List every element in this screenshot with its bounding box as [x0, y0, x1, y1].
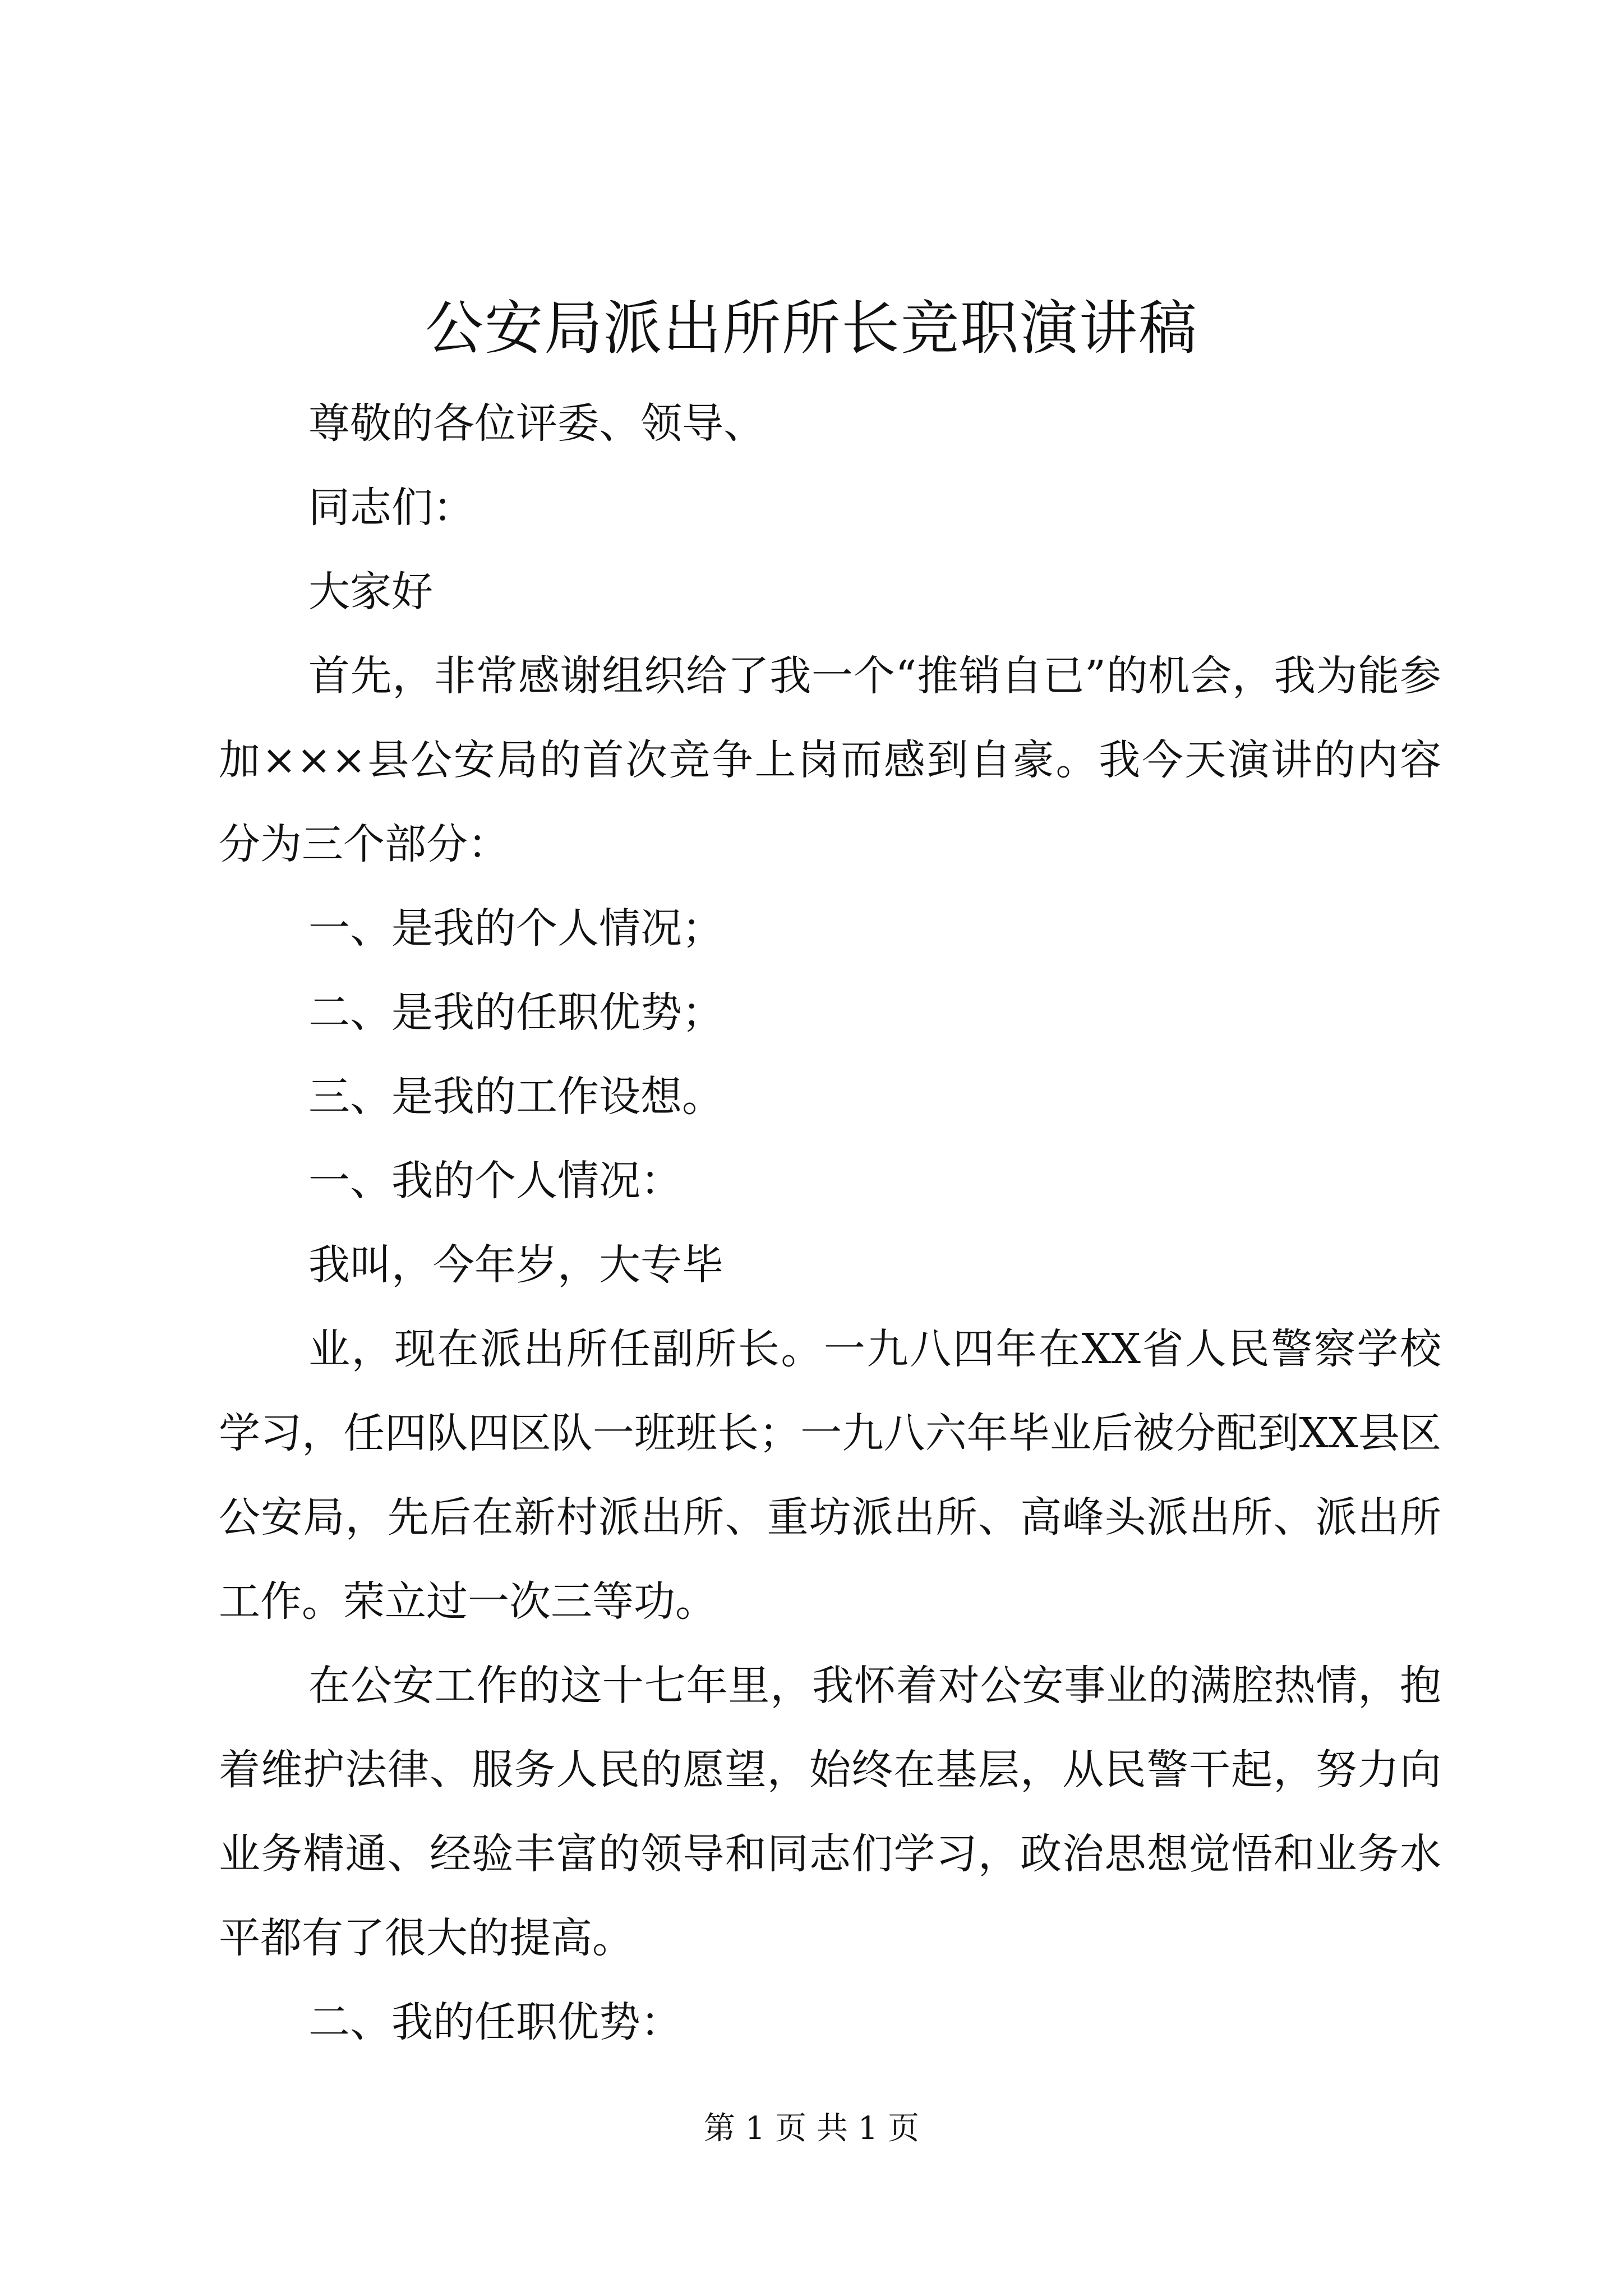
personal-info-line: 我叫，今年岁，大专毕: [308, 1241, 723, 1289]
section-heading-2: 二、我的任职优势：: [308, 1998, 682, 2046]
intro-paragraph: 首先，非常感谢组织给了我一个“推销自已”的机会，我为能参加×××县公安局的首次竞争上岗而感到自豪。我今天演讲的内容分为三个部分：: [219, 652, 1441, 868]
document-body: [219, 381, 1441, 2064]
outline-item-1: 一、是我的个人情况；: [308, 904, 723, 953]
document-title: 公安局派出所所长竞职演讲稿: [425, 294, 1198, 362]
page-footer: 第 1 页 共 1 页: [703, 2110, 920, 2147]
greeting-line-1: 尊敬的各位评委、领导、: [308, 399, 765, 448]
greeting-line-3: 大家好: [308, 568, 433, 616]
outline-item-2: 二、是我的任职优势；: [308, 988, 723, 1037]
outline-item-3: 三、是我的工作设想。: [308, 1073, 723, 1121]
work-experience-paragraph: 在公安工作的这十七年里，我怀着对公安事业的满腔热情，抱着维护法律、服务人民的愿望，始终在基层，从民警干起，努力向业务精通、经验丰富的领导和同志们学习，政治思想觉悟和业务水平都有了很大的提高。: [219, 1662, 1441, 1962]
section-heading-1: 一、我的个人情况：: [308, 1157, 682, 1205]
personal-history-paragraph: 业，现在派出所任副所长。一九八四年在XX省人民警察学校学习，任四队四区队一班班长；一九八六年毕业后被分配到XX县区公安局，先后在新村派出所、重坊派出所、高峰头派出所、派出所工作。荣立过一次三等功。: [219, 1325, 1441, 1626]
greeting-line-2: 同志们：: [308, 484, 474, 532]
